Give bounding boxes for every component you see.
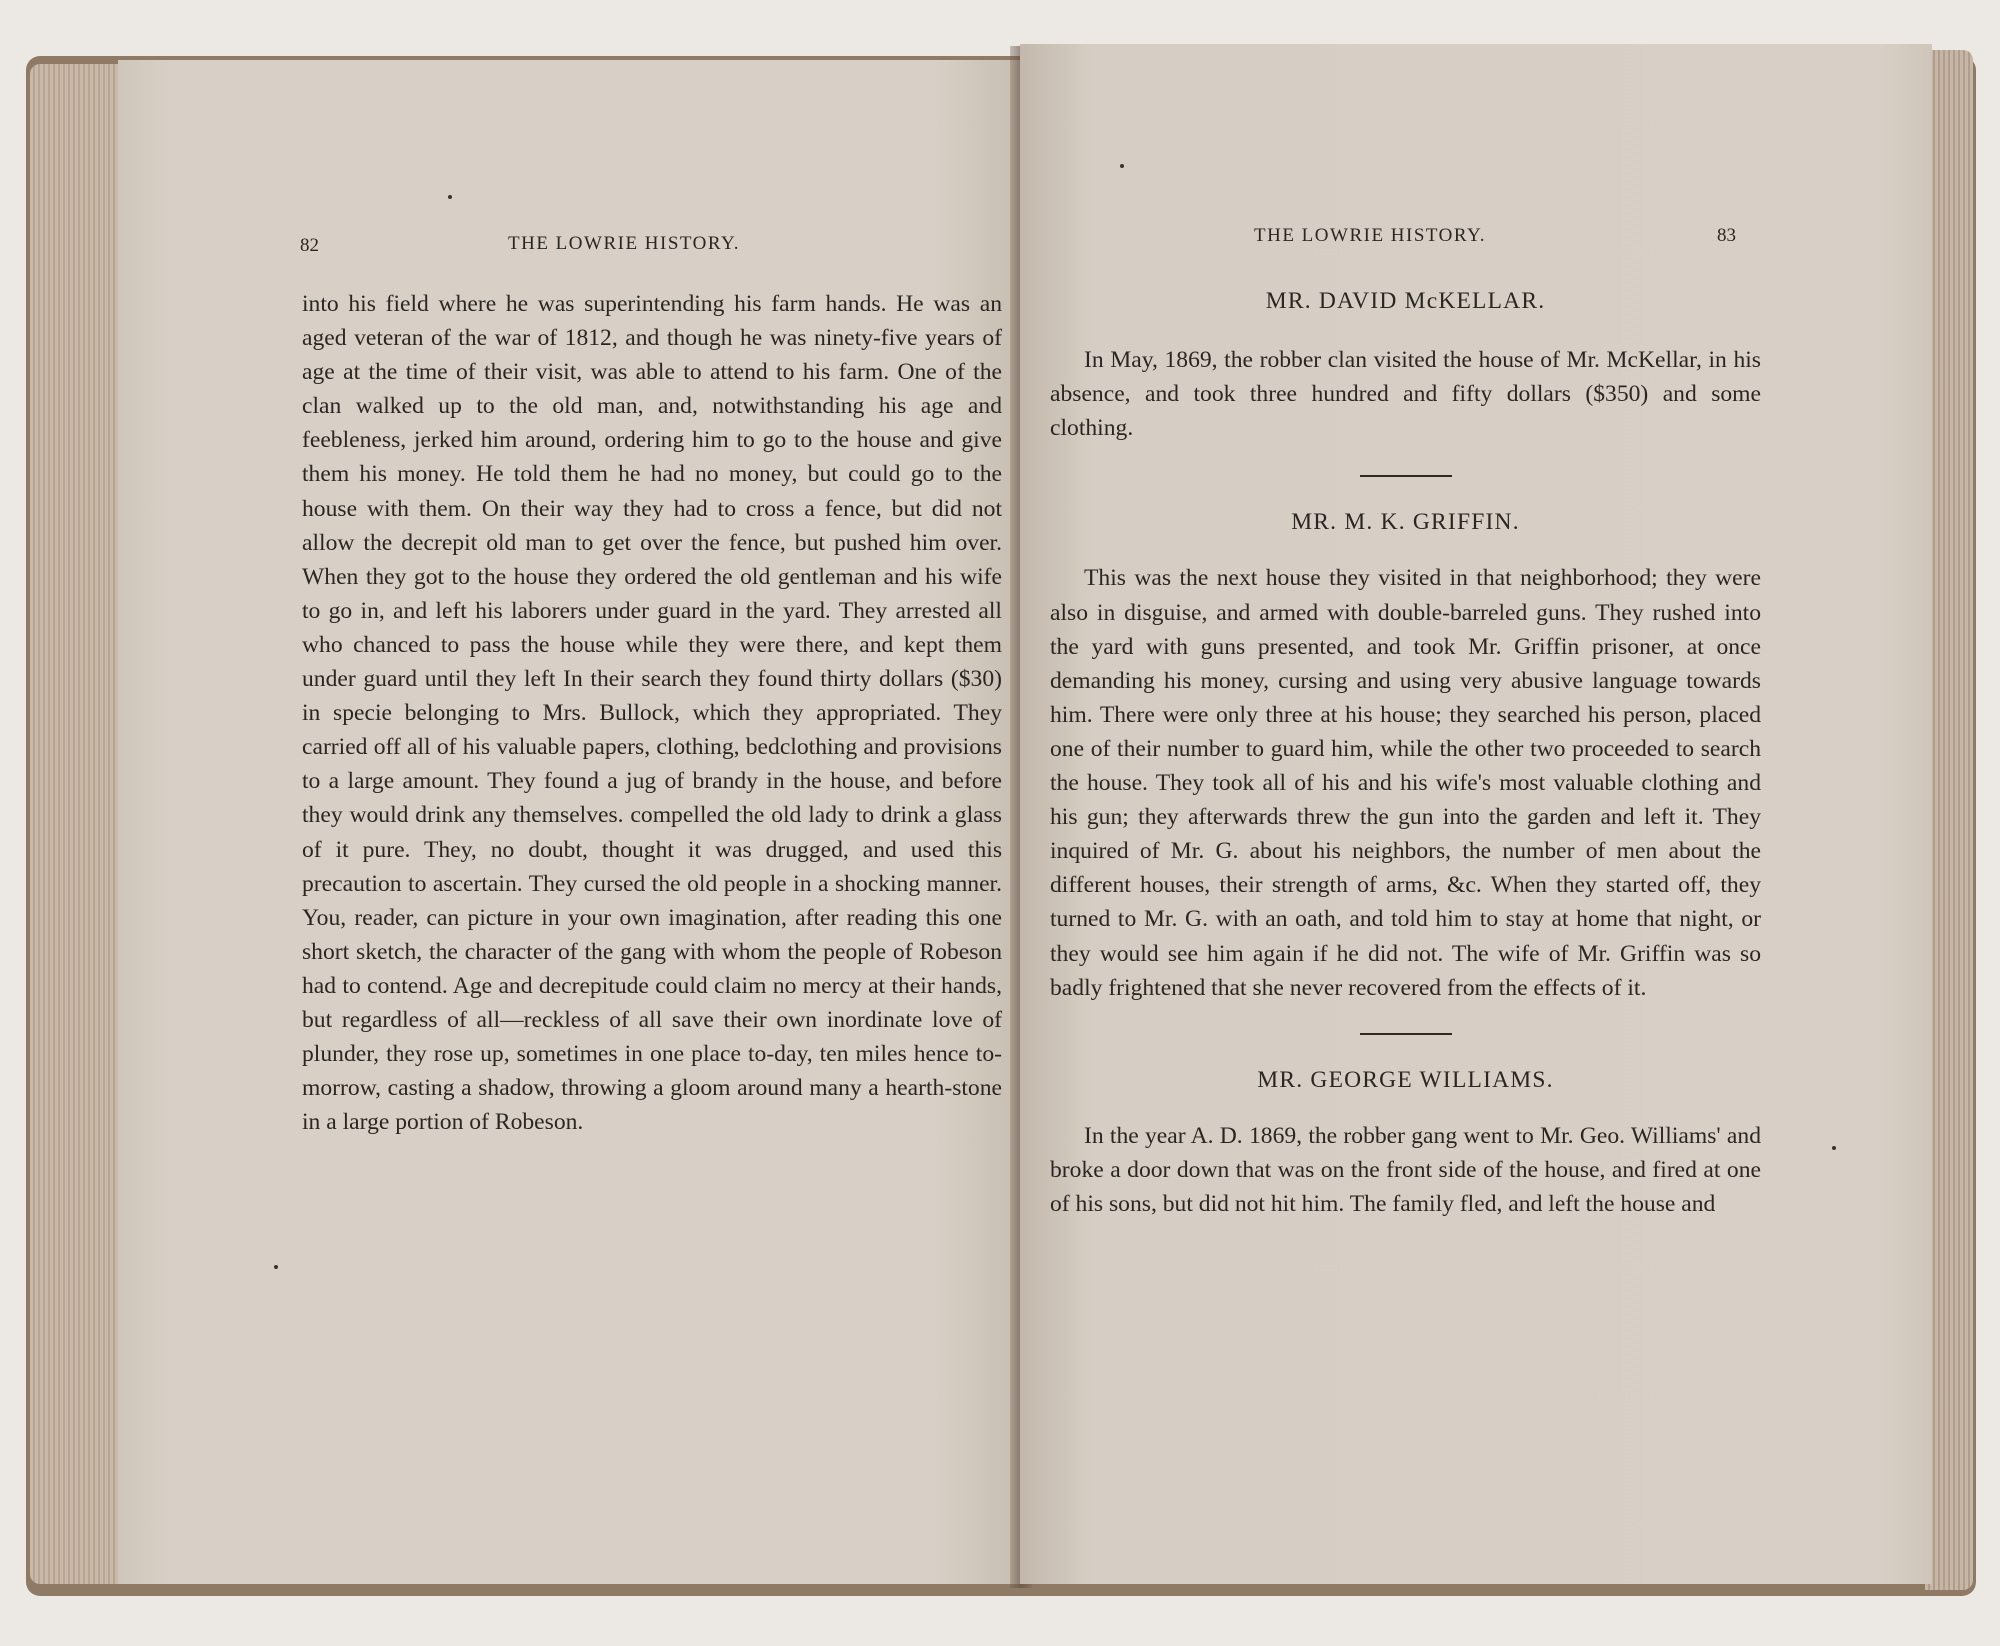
- section-text-williams: In the year A. D. 1869, the robber gang went to Mr. Geo. Williams' and broke a door down that was on the front side of the house, and fired at one of his sons, but did not hit him. The family fled, and left the house and: [1050, 1122, 1761, 1217]
- page-number-left: 82: [300, 235, 319, 256]
- right-page: [1020, 44, 1932, 1584]
- page-number-right: 83: [1717, 225, 1736, 246]
- section-heading-mckellar: MR. DAVID McKELLAR.: [1265, 288, 1546, 314]
- section-divider: [1360, 1033, 1452, 1035]
- section-heading-williams: MR. GEORGE WILLIAMS.: [1257, 1066, 1554, 1093]
- paper-speck: [448, 195, 452, 199]
- left-page-body: [302, 287, 1002, 1139]
- running-head-right: THE LOWRIE HISTORY.: [1254, 225, 1487, 246]
- section-heading-griffin: MR. M. K. GRIFFIN.: [1291, 509, 1520, 536]
- section-text-mckellar: In May, 1869, the robber clan visited the house of Mr. McKellar, in his absence, and took three hundred and fifty dollars ($350) and some clothing.: [1050, 347, 1761, 442]
- page-edges-right: [1925, 50, 1973, 1590]
- section-divider: [1360, 475, 1452, 477]
- section-text-griffin: This was the next house they visited in that neighborhood; they were also in disguise, and armed with double-barreled guns. They rushed into the yard with guns presented, and took Mr. Griffin prisoner, at once demanding his money, cursing and using very abusive language towards him. There were only three at his house; they searched his person, placed one of their number to guard him, while the other two proceeded to search the house. They took all of his and his wife's most valuable clothing and his gun; they afterwards threw the gun into the garden and left it. They inquired of Mr. G. about his neighbors, the number of men about the different houses, their strength of arms, &c. When they started off, they turned to Mr. G. with an oath, and told him to stay at home that night, or they would see him again if he did not. The wife of Mr. Griffin was so badly frightened that she never recovered from the effects of it.: [1050, 565, 1761, 1001]
- paper-speck: [1120, 164, 1124, 168]
- running-head-left: THE LOWRIE HISTORY.: [508, 233, 741, 254]
- page-edges-left: [30, 64, 122, 1584]
- paper-speck: [274, 1265, 278, 1269]
- left-page: [118, 60, 1023, 1584]
- paper-speck: [1832, 1146, 1836, 1150]
- right-page-body: [1050, 284, 1761, 1221]
- left-paragraph: into his field where he was superintending his farm hands. He was an aged veteran of the war of 1812, and though he was ninety-five years of age at the time of their visit, was able to attend to his farm. One of the clan walked up to the old man, and, notwithstanding his age and feebleness, jerked him around, ordering him to go to the house and give them his money. He told them he had no money, but could go to the house with them. On their way they had to cross a fence, but did not allow the decrepit old man to get over the fence, but pushed him over. When they got to the house they ordered the old gentleman and his wife to go in, and left his laborers under guard in the yard. They arrested all who chanced to pass the house while they were there, and kept them under guard until they left In their search they found thirty dollars ($30) in specie belonging to Mrs. Bullock, which they appropriated. They carried off all of his valuable papers, clothing, bedclothing and provisions to a large amount. They found a jug of brandy in the house, and before they would drink any themselves. compelled the old lady to drink a glass of it pure. They, no doubt, thought it was drugged, and used this precaution to ascertain. They cursed the old people in a shocking manner. You, reader, can picture in your own imagination, after reading this one short sketch, the character of the gang with whom the people of Robeson had to contend. Age and decrepitude could claim no mercy at their hands, but regardless of all—reckless of all save their own inordinate love of plunder, they rose up, sometimes in one place to-day, ten miles hence to-morrow, casting a shadow, throwing a gloom around many a hearth-stone in a large portion of Robeson.: [302, 291, 1002, 1136]
